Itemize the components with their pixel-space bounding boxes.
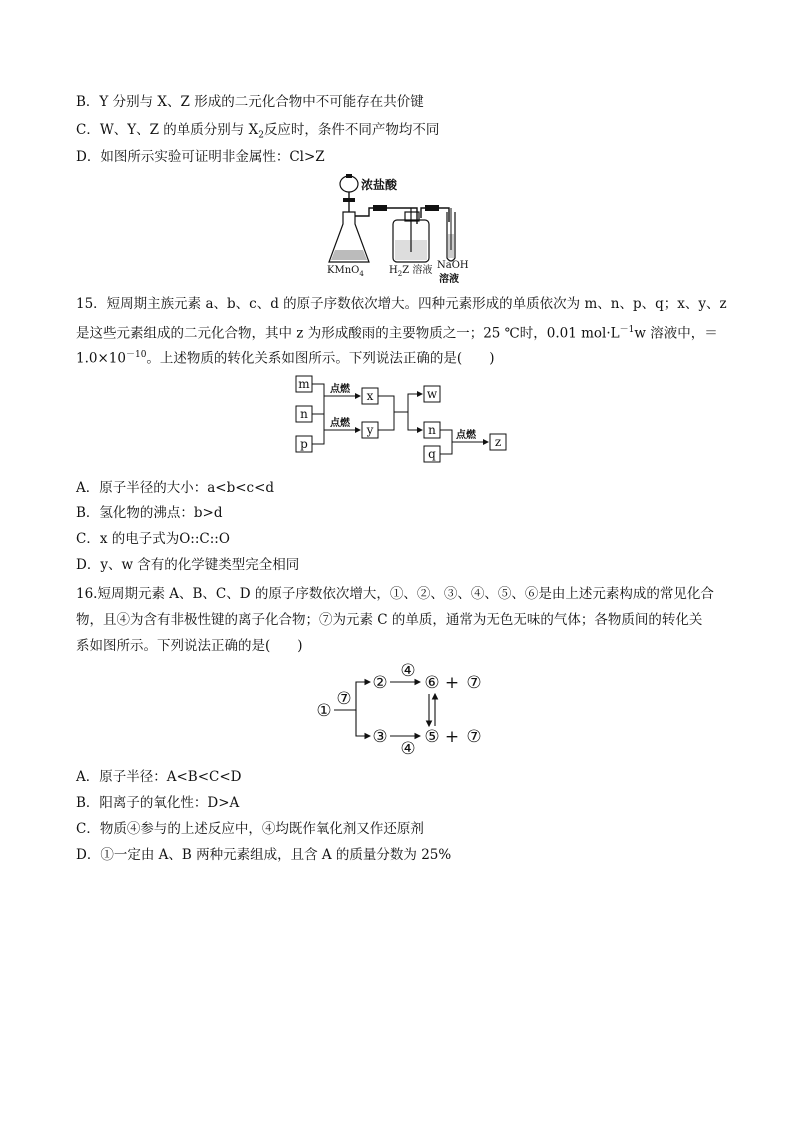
q15-box-z: z bbox=[494, 435, 502, 449]
q14-fig-bottle-sub: 2 bbox=[397, 270, 403, 278]
q16-node-2: ② bbox=[372, 673, 388, 693]
q15-box-m: m bbox=[298, 377, 310, 391]
q14-option-b: B．Y 分别与 X、Z 形成的二元化合物中不可能存在共价键 bbox=[76, 94, 424, 110]
q14-fig-tube-label-1: NaOH bbox=[437, 260, 469, 271]
q15-stem-line-2 bbox=[76, 320, 718, 344]
q14-option-c-text: C．W、Y、Z 的单质分别与 X bbox=[76, 122, 259, 138]
q15-option-a: A．原子半径的大小：a<b<c<d bbox=[76, 480, 275, 496]
q14-apparatus-figure bbox=[325, 172, 495, 290]
q14-option-c-sub: 2 bbox=[258, 130, 264, 141]
q15-stem-sup-2: －1 bbox=[619, 325, 635, 335]
q15-stem-text-2b: w 溶液中，＝ bbox=[634, 325, 718, 342]
q15-stem-line-3 bbox=[76, 345, 494, 369]
q16-option-a: A．原子半径：A<B<C<D bbox=[76, 769, 242, 785]
q16-option-d: D．①一定由 A、B 两种元素组成，且含 A 的质量分数为 25% bbox=[76, 847, 452, 863]
q14-fig-bottle-label bbox=[389, 263, 432, 278]
q14-option-d: D．如图所示实验可证明非金属性：Cl>Z bbox=[76, 149, 325, 165]
q16-stem-line-3: 系如图所示。下列说法正确的是( ) bbox=[76, 638, 303, 654]
q14-fig-acid-label: 浓盐酸 bbox=[361, 178, 398, 192]
q14-option-c bbox=[76, 120, 439, 146]
q16-node-7-left: ⑦ bbox=[336, 689, 352, 709]
q16-node-5: ⑤ bbox=[424, 727, 440, 747]
q15-box-n: n bbox=[300, 407, 308, 421]
q16-node-7-bot: ⑦ bbox=[466, 727, 482, 747]
q14-fig-tube-label-2: 溶液 bbox=[439, 274, 459, 285]
q16-option-b: B．阳离子的氧化性：D>A bbox=[76, 795, 240, 811]
q16-node-3: ③ bbox=[372, 727, 388, 747]
q16-conversion-diagram bbox=[312, 660, 502, 756]
q15-box-n2: n bbox=[428, 423, 436, 437]
q16-plus-bot: + bbox=[444, 727, 460, 747]
q16-node-6: ⑥ bbox=[424, 673, 440, 693]
q15-conversion-diagram bbox=[290, 370, 520, 466]
q15-stem-text-3b: 。上述物质的转化关系如图所示。下列说法正确的是( ) bbox=[146, 350, 495, 367]
q14-fig-flask-text: KMnO bbox=[327, 265, 360, 276]
q15-box-w: w bbox=[426, 387, 438, 401]
q16-plus-top: + bbox=[444, 673, 460, 693]
q15-ignite-label-1: 点燃 bbox=[330, 384, 350, 395]
q14-fig-bottle-h: H bbox=[389, 265, 398, 276]
q16-node-7-top: ⑦ bbox=[466, 673, 482, 693]
q16-node-4-bot: ④ bbox=[400, 739, 416, 756]
q15-stem-line-1: 15．短周期主族元素 a、b、c、d 的原子序数依次增大。四种元素形成的单质依次为 m、n、p、q；x、y、z bbox=[76, 296, 727, 312]
q15-stem-text-2a: 是这些元素组成的二元化合物，其中 z 为形成酸雨的主要物质之一；25 ℃时，0.01 mol·L bbox=[76, 325, 620, 342]
q15-box-y: y bbox=[366, 423, 374, 437]
q15-option-c: C．x 的电子式为O::C::O bbox=[76, 531, 230, 547]
q15-box-q: q bbox=[428, 447, 436, 461]
q16-stem-line-2: 物，且④为含有非极性键的离子化合物；⑦为元素 C 的单质，通常为无色无味的气体；各物质间的转化关 bbox=[76, 612, 703, 628]
q14-option-c-text-2: 反应时，条件不同产物均不同 bbox=[263, 122, 440, 138]
q15-stem-text-3a: 1.0×10 bbox=[76, 350, 126, 367]
q16-node-4-top: ④ bbox=[400, 661, 416, 681]
q14-fig-flask-label bbox=[327, 265, 364, 278]
q14-fig-bottle-text: Z 溶液 bbox=[402, 265, 433, 276]
q15-box-x: x bbox=[366, 389, 374, 403]
q15-option-d: D．y、w 含有的化学键类型完全相同 bbox=[76, 557, 300, 573]
q14-fig-flask-sub: 4 bbox=[359, 270, 364, 278]
q15-ignite-label-3: 点燃 bbox=[456, 430, 476, 441]
q16-stem-line-1: 16.短周期元素 A、B、C、D 的原子序数依次增大，①、②、③、④、⑤、⑥是由上述元素构成的常见化合 bbox=[76, 586, 714, 602]
q16-node-1: ① bbox=[316, 701, 332, 721]
q15-option-b: B．氢化物的沸点：b>d bbox=[76, 505, 223, 521]
q15-box-p: p bbox=[300, 437, 308, 451]
q16-option-c: C．物质④参与的上述反应中，④均既作氧化剂又作还原剂 bbox=[76, 821, 424, 837]
q15-stem-sup-3: －10 bbox=[125, 350, 147, 360]
q15-ignite-label-2: 点燃 bbox=[330, 418, 350, 429]
